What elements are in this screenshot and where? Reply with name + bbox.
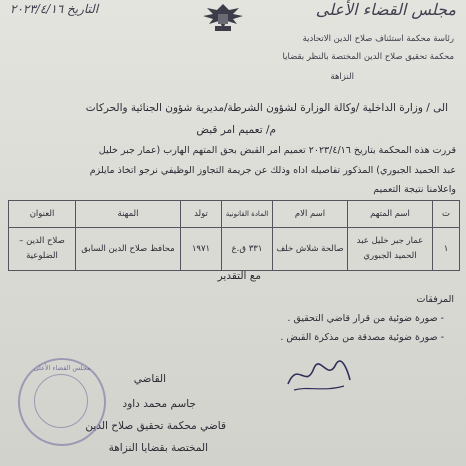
judge-role-2: المختصة بقضايا النزاهة bbox=[108, 442, 208, 454]
attachment-item: - صورة ضوئية من قرار قاضي التحقيق . bbox=[287, 313, 444, 324]
iraq-emblem-icon bbox=[195, 0, 251, 36]
attachments-title: المرفقات bbox=[416, 294, 454, 305]
attachment-item: - صورة ضوئية مصدقة من مذكرة القبض . bbox=[280, 332, 444, 343]
subject: م/ تعميم امر قبض bbox=[196, 124, 276, 136]
col-header-mother: اسم الام bbox=[273, 201, 348, 228]
body-line-3: واعلامنا نتيجة التعميم bbox=[373, 184, 456, 195]
closing: مع التقدير bbox=[217, 270, 261, 282]
council-title: مجلس القضاء الأعلى bbox=[315, 0, 456, 19]
cell-article: ٣٣١ ق.ع bbox=[222, 228, 273, 271]
table-header-row bbox=[9, 201, 460, 228]
cell-mother: صالحة شلاش خلف bbox=[273, 228, 348, 271]
col-header-job: المهنة bbox=[76, 201, 181, 228]
col-header-birth: تولد bbox=[181, 201, 222, 228]
header-line-3: النزاهة bbox=[330, 72, 354, 82]
col-header-address: العنوان bbox=[9, 201, 76, 228]
judge-title: القاضي bbox=[133, 373, 166, 385]
body-line-2: عبد الحميد الجبوري) المذكور تفاصيله اداه وذلك عن جريمة التجاوز الوظيفي نرجو اتخاذ مايلزم bbox=[89, 165, 456, 176]
header-line-1: رئاسة محكمة استئناف صلاح الدين الاتحادية bbox=[302, 34, 454, 44]
cell-index: ١ bbox=[433, 228, 460, 271]
judge-name: جاسم محمد داود bbox=[122, 398, 196, 410]
cell-address: صلاح الدين – الضلوعية bbox=[9, 228, 76, 271]
stamp-text: مجلس القضاء الأعلى bbox=[33, 364, 91, 372]
body-line-1: قررت هذه المحكمة بتاريخ ٢٠٢٣/٤/١٦ تعميم امر القبض بحق المتهم الهارب (عمار جبر خليل bbox=[98, 145, 456, 156]
table-row bbox=[9, 228, 460, 271]
handwritten-date: التاريخ ٢٠٢٣/٤/١٦ bbox=[10, 2, 99, 16]
judge-role-1: قاضي محكمة تحقيق صلاح الدين bbox=[85, 420, 226, 432]
cell-job: محافظ صلاح الدين السابق bbox=[76, 228, 181, 271]
col-header-name: اسم المتهم bbox=[348, 201, 433, 228]
suspect-table bbox=[8, 200, 460, 271]
signature-scribble-icon bbox=[284, 350, 354, 396]
addressee: الى / وزارة الداخلية /وكالة الوزارة لشؤون الشرطة/مديرية شؤون الجنائية والحركات bbox=[85, 102, 448, 114]
cell-name: عمار جبر خليل عبد الحميد الجبوري bbox=[348, 228, 433, 271]
col-header-index: ت bbox=[433, 201, 460, 228]
col-header-article: المادة القانونية bbox=[222, 201, 273, 228]
header-line-2: محكمة تحقيق صلاح الدين المختصة بالنظر بقضايا bbox=[282, 52, 454, 62]
cell-birth: ١٩٧١ bbox=[181, 228, 222, 271]
